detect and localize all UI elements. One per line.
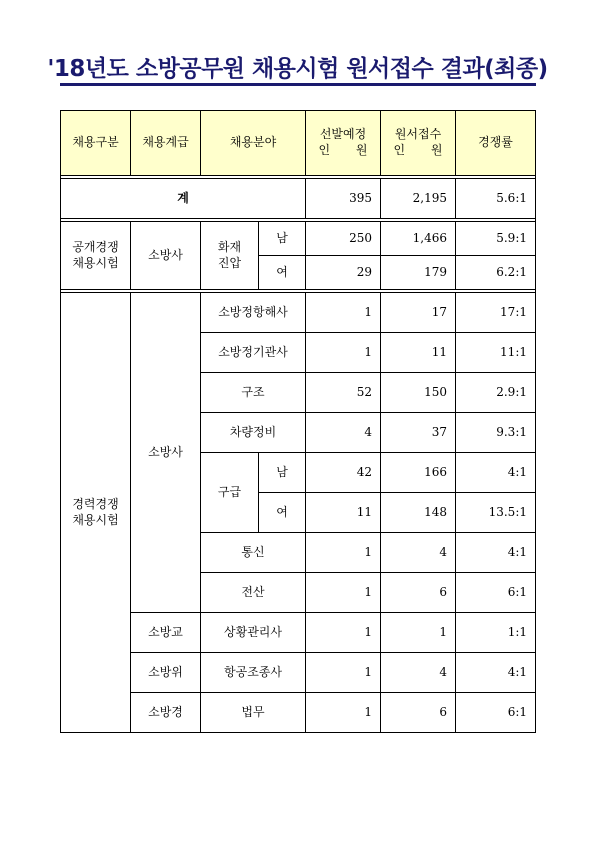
career-field: 통신 xyxy=(201,533,306,573)
open-exam-row-male xyxy=(61,222,536,256)
career-ratio: 6:1 xyxy=(456,573,536,613)
career-field: 소방정기관사 xyxy=(201,333,306,373)
career-ratio: 2.9:1 xyxy=(456,373,536,413)
other-rank: 소방교 xyxy=(131,613,201,653)
first-aid-field: 구급 xyxy=(201,453,259,533)
open-exam-category-line1: 공개경쟁 xyxy=(72,239,119,254)
career-exam-category xyxy=(61,293,131,733)
total-applied: 2,195 xyxy=(381,179,456,219)
header-row xyxy=(61,111,536,176)
career-exam-category-line2: 채용시험 xyxy=(72,512,119,527)
other-rank-field: 법무 xyxy=(201,693,306,733)
open-exam-ratio: 6.2:1 xyxy=(456,256,536,290)
total-planned: 395 xyxy=(306,179,381,219)
open-exam-applied: 179 xyxy=(381,256,456,290)
header-ratio: 경쟁률 xyxy=(456,111,536,176)
header-planned-line1: 선발예정 xyxy=(319,127,367,142)
total-label: 계 xyxy=(61,179,306,219)
open-exam-category xyxy=(61,222,131,290)
other-rank-planned: 1 xyxy=(306,653,381,693)
other-rank-row xyxy=(61,613,536,653)
career-rank-main: 소방사 xyxy=(131,293,201,613)
first-aid-sub: 여 xyxy=(259,493,306,533)
first-aid-ratio: 4:1 xyxy=(456,453,536,493)
first-aid-planned: 42 xyxy=(306,453,381,493)
career-applied: 6 xyxy=(381,573,456,613)
other-rank-row xyxy=(61,653,536,693)
open-exam-planned: 29 xyxy=(306,256,381,290)
results-table xyxy=(60,110,536,733)
header-category: 채용구분 xyxy=(61,111,131,176)
header-applied-line1: 원서접수 xyxy=(394,127,442,142)
other-rank-applied: 6 xyxy=(381,693,456,733)
other-rank-field: 항공조종사 xyxy=(201,653,306,693)
career-ratio: 17:1 xyxy=(456,293,536,333)
career-applied: 4 xyxy=(381,533,456,573)
other-rank-applied: 4 xyxy=(381,653,456,693)
first-aid-sub: 남 xyxy=(259,453,306,493)
career-ratio: 9.3:1 xyxy=(456,413,536,453)
header-applied xyxy=(381,111,456,176)
open-exam-sub: 여 xyxy=(259,256,306,290)
header-planned xyxy=(306,111,381,176)
open-exam-field-line1: 화재 xyxy=(217,239,242,254)
career-applied: 150 xyxy=(381,373,456,413)
career-applied: 37 xyxy=(381,413,456,453)
career-applied: 11 xyxy=(381,333,456,373)
total-ratio: 5.6:1 xyxy=(456,179,536,219)
header-field: 채용분야 xyxy=(201,111,306,176)
career-planned: 1 xyxy=(306,293,381,333)
career-field: 소방정항해사 xyxy=(201,293,306,333)
career-exam-category-line1: 경력경쟁 xyxy=(72,496,119,511)
career-planned: 52 xyxy=(306,373,381,413)
first-aid-applied: 148 xyxy=(381,493,456,533)
open-exam-planned: 250 xyxy=(306,222,381,256)
other-rank-ratio: 1:1 xyxy=(456,613,536,653)
career-planned: 1 xyxy=(306,573,381,613)
other-rank-ratio: 4:1 xyxy=(456,653,536,693)
other-rank-ratio: 6:1 xyxy=(456,693,536,733)
open-exam-ratio: 5.9:1 xyxy=(456,222,536,256)
other-rank-row xyxy=(61,693,536,733)
career-row xyxy=(61,293,536,333)
career-field: 구조 xyxy=(201,373,306,413)
other-rank-planned: 1 xyxy=(306,693,381,733)
open-exam-field xyxy=(201,222,259,290)
first-aid-ratio: 13.5:1 xyxy=(456,493,536,533)
other-rank: 소방위 xyxy=(131,653,201,693)
career-field: 전산 xyxy=(201,573,306,613)
other-rank-field: 상황관리사 xyxy=(201,613,306,653)
career-planned: 1 xyxy=(306,533,381,573)
first-aid-applied: 166 xyxy=(381,453,456,493)
career-planned: 1 xyxy=(306,333,381,373)
career-planned: 4 xyxy=(306,413,381,453)
open-exam-applied: 1,466 xyxy=(381,222,456,256)
career-ratio: 4:1 xyxy=(456,533,536,573)
other-rank-applied: 1 xyxy=(381,613,456,653)
other-rank-planned: 1 xyxy=(306,613,381,653)
title-underline xyxy=(60,83,536,86)
first-aid-planned: 11 xyxy=(306,493,381,533)
career-ratio: 11:1 xyxy=(456,333,536,373)
header-applied-line2: 인 원 xyxy=(393,143,443,157)
total-row xyxy=(61,179,536,219)
header-rank: 채용계급 xyxy=(131,111,201,176)
other-rank: 소방경 xyxy=(131,693,201,733)
open-exam-field-line2: 진압 xyxy=(217,255,242,270)
header-planned-line2: 인 원 xyxy=(318,143,368,157)
open-exam-sub: 남 xyxy=(259,222,306,256)
page-title: '18년도 소방공무원 채용시험 원서접수 결과(최종) xyxy=(47,56,548,82)
open-exam-category-line2: 채용시험 xyxy=(72,255,119,270)
open-exam-rank: 소방사 xyxy=(131,222,201,290)
career-field: 차량정비 xyxy=(201,413,306,453)
career-applied: 17 xyxy=(381,293,456,333)
